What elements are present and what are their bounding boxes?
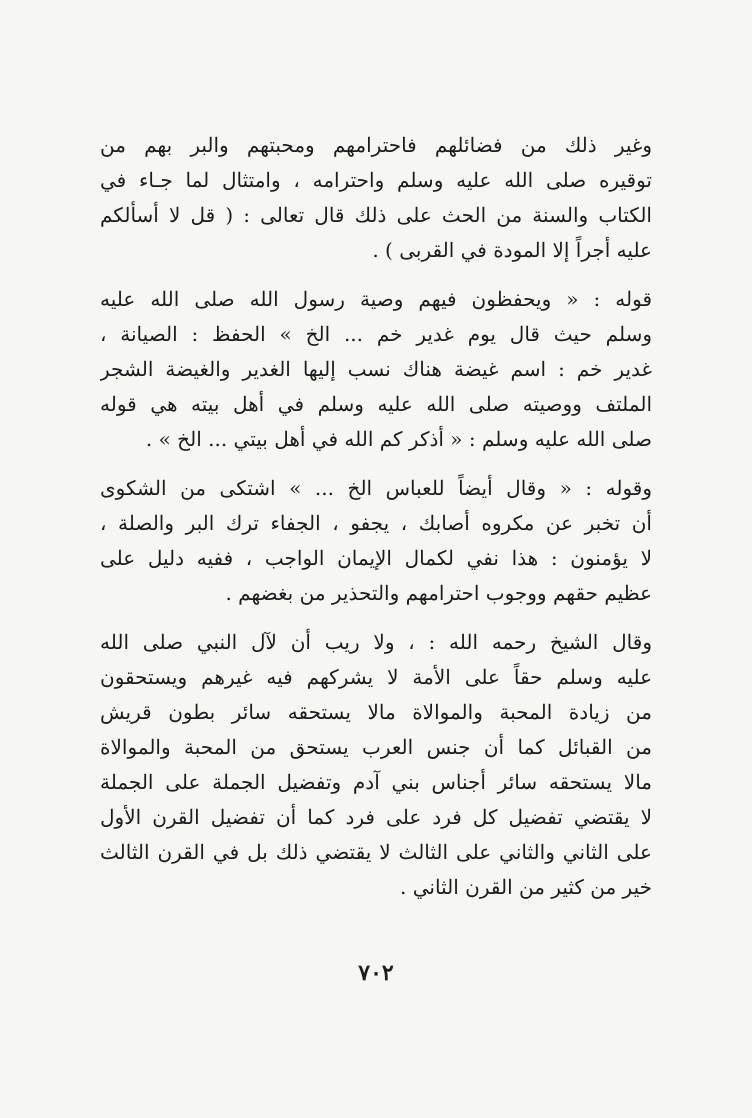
text-line: خير من كثير من القرن الثاني . <box>400 875 652 899</box>
text-line: من زيادة المحبة والموالاة مالا يستحقه سائر بطون قريش <box>100 700 652 724</box>
body-text <box>100 128 652 905</box>
text-line: توقيره صلى الله عليه وسلم واحترامه ، وامتثال لما جـاء في <box>100 168 652 192</box>
paragraph-4 <box>100 625 652 905</box>
text-line: عليه وسلم حقاً على الأمة لا يشركهم فيه غيرهم ويستحقون <box>100 665 652 689</box>
text-line: وسلم حيث قال يوم غدير خم ... الخ » الحفظ : الصيانة ، <box>100 322 652 346</box>
paragraph-gap <box>100 611 652 625</box>
text-line: عليه أجراً إلا المودة في القربى ) . <box>372 238 652 262</box>
text-line: من القبائل كما أن جنس العرب يستحق من المحبة والموالاة <box>100 735 652 759</box>
text-line: مالا يستحقه سائر أجناس بني آدم وتفضيل الجملة على الجملة <box>100 770 652 794</box>
text-line: وغير ذلك من فضائلهم فاحترامهم ومحبتهم والبر بهم من <box>100 133 652 157</box>
text-line: لا يؤمنون : هذا نفي لكمال الإيمان الواجب ، ففيه دليل على <box>100 546 652 570</box>
text-line: على الثاني والثاني على الثالث لا يقتضي ذلك بل في القرن الثالث <box>100 840 652 864</box>
text-line: وقال الشيخ رحمه الله : ، ولا ريب أن لآل النبي صلى الله <box>100 630 652 654</box>
text-line: صلى الله عليه وسلم : « أذكر كم الله في أهل بيتي ... الخ » . <box>145 427 652 451</box>
paragraph-gap <box>100 268 652 282</box>
text-line: أن تخبر عن مكروه أصابك ، يجفو ، الجفاء ترك البر والصلة ، <box>100 511 652 535</box>
paragraph-2 <box>100 282 652 457</box>
text-line: وقوله : « وقال أيضاً للعباس الخ ... » اشتكى من الشكوى <box>100 476 652 500</box>
paragraph-3 <box>100 471 652 611</box>
paragraph-1 <box>100 128 652 268</box>
text-line: عظيم حقهم ووجوب احترامهم والتحذير من بغضهم . <box>225 581 652 605</box>
text-line: قوله : « ويحفظون فيهم وصية رسول الله صلى الله عليه <box>100 287 652 311</box>
text-line: الملتف ووصيته صلى الله عليه وسلم في أهل بيته هي قوله <box>100 392 652 416</box>
text-line: الكتاب والسنة من الحث على ذلك قال تعالى : ( قل لا أسألكم <box>100 203 652 227</box>
text-line: لا يقتضي تفضيل كل فرد على فرد كما أن تفضيل القرن الأول <box>100 805 652 829</box>
paragraph-gap <box>100 457 652 471</box>
text-line: غدير خم : اسم غيضة هناك نسب إليها الغدير والغيضة الشجر <box>100 357 652 381</box>
page-number: ٧٠٢ <box>358 960 394 986</box>
